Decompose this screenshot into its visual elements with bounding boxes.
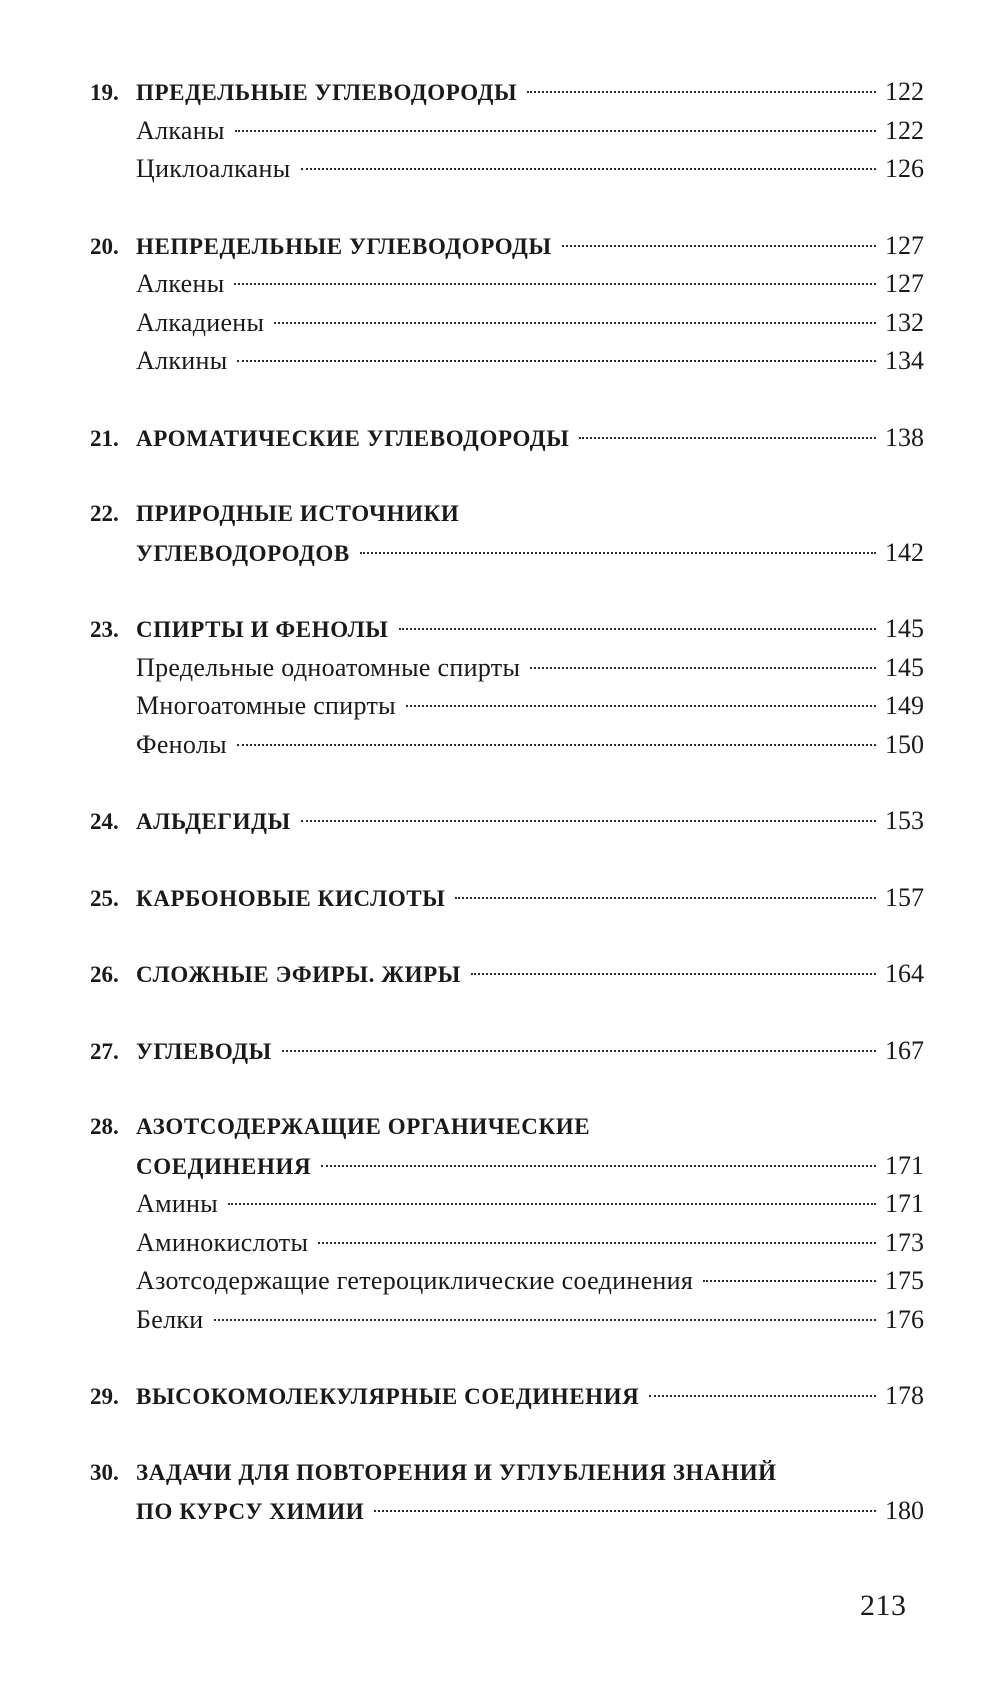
page-number: 213 [860,1589,907,1622]
chapter-heading-line [90,1492,924,1531]
chapter-page: 138 [885,422,924,452]
chapter-page: 122 [885,77,924,106]
chapter-title: ЗАДАЧИ ДЛЯ ПОВТОРЕНИЯ И УГЛУБЛЕНИЯ ЗНАНИЙ [136,1459,777,1485]
chapter-page: 171 [885,1150,924,1180]
dot-leader [703,1280,876,1282]
dot-leader [228,1203,876,1205]
chapter-heading-line [90,227,924,266]
toc-subsection [90,265,924,304]
toc-chapter [90,879,924,918]
chapter-heading-line [90,534,924,573]
toc-subsection [90,687,924,726]
dot-leader [318,1242,876,1244]
chapter-heading-line [90,610,924,649]
chapter-page: 142 [885,537,924,567]
dot-leader [301,820,876,822]
chapter-page: 145 [885,614,924,643]
chapter-number: 27. [90,1038,119,1064]
chapter-heading-line [90,955,924,994]
subsection-title: Азотсодержащие гетероциклические соединения [136,1266,694,1295]
chapter-page: 167 [885,1035,924,1065]
chapter-title: АРОМАТИЧЕСКИЕ УГЛЕВОДОРОДЫ [136,425,570,451]
toc-chapter [90,1108,924,1339]
dot-leader [237,360,876,362]
subsection-title: Алкины [136,346,228,375]
chapter-number: 25. [90,885,119,911]
dot-leader [455,897,876,899]
dot-leader [234,283,876,285]
dot-leader [471,973,876,975]
chapter-number: 30. [90,1459,119,1485]
chapter-page: 178 [885,1381,924,1410]
toc-subsection [90,726,924,765]
subsection-page: 173 [885,1227,924,1257]
dot-leader [301,168,876,170]
chapter-page: 157 [885,882,924,912]
subsection-page: 176 [885,1304,924,1334]
dot-leader [321,1165,876,1167]
toc-chapter [90,610,924,764]
chapter-heading-line [90,419,924,458]
toc-chapter [90,227,924,381]
toc-chapter [90,419,924,458]
subsection-page: 127 [885,269,924,298]
table-of-contents [90,73,924,1569]
chapter-heading-line [90,495,924,534]
toc-subsection [90,342,924,381]
toc-chapter [90,495,924,572]
chapter-heading-line [90,73,924,112]
chapter-number: 29. [90,1384,119,1409]
chapter-number: 20. [90,233,119,259]
chapter-title: АЗОТСОДЕРЖАЩИЕ ОРГАНИЧЕСКИЕ [136,1114,591,1139]
subsection-title: Предельные одноатомные спирты [136,652,521,682]
subsection-page: 134 [885,346,924,375]
dot-leader [214,1319,877,1321]
chapter-heading-line [90,879,924,918]
chapter-title: АЛЬДЕГИДЫ [136,809,291,834]
toc-subsection [90,112,924,151]
chapter-number: 19. [90,80,119,105]
toc-subsection [90,150,924,189]
chapter-number: 22. [90,501,119,526]
toc-subsection [90,649,924,688]
subsection-title: Циклоалканы [136,154,291,183]
subsection-title: Аминокислоты [136,1227,309,1257]
dot-leader [649,1395,876,1397]
chapter-title: СЛОЖНЫЕ ЭФИРЫ. ЖИРЫ [136,962,461,987]
chapter-heading-line [90,1377,924,1416]
dot-leader [399,628,877,630]
chapter-heading-line [90,1108,924,1147]
subsection-title: Белки [136,1304,204,1334]
chapter-title: ПО КУРСУ ХИМИИ [136,1499,365,1524]
chapter-number: 23. [90,617,119,642]
dot-leader [530,667,876,669]
chapter-title: КАРБОНОВЫЕ КИСЛОТЫ [136,885,446,911]
subsection-page: 175 [885,1266,924,1295]
chapter-heading-line [90,1032,924,1071]
dot-leader [274,322,876,324]
chapter-number: 28. [90,1114,119,1139]
subsection-title: Многоатомные спирты [136,691,396,720]
toc-subsection [90,1224,924,1263]
chapter-title: ВЫСОКОМОЛЕКУЛЯРНЫЕ СОЕДИНЕНИЯ [136,1384,640,1409]
subsection-title: Алкадиены [136,307,265,337]
toc-subsection [90,1301,924,1340]
subsection-page: 150 [885,729,924,759]
subsection-page: 145 [885,652,924,682]
chapter-number: 21. [90,425,119,451]
toc-chapter [90,802,924,841]
dot-leader [579,437,876,439]
subsection-page: 171 [885,1189,924,1218]
subsection-page: 149 [885,691,924,720]
subsection-title: Алкены [136,269,225,298]
chapter-title: ПРЕДЕЛЬНЫЕ УГЛЕВОДОРОДЫ [136,80,518,105]
subsection-page: 126 [885,154,924,183]
toc-subsection [90,304,924,343]
subsection-page: 122 [885,115,924,145]
dot-leader [235,130,876,132]
dot-leader [282,1050,876,1052]
chapter-number: 24. [90,809,119,834]
toc-chapter [90,1377,924,1416]
chapter-page: 153 [885,806,924,835]
dot-leader [406,705,876,707]
dot-leader [562,245,876,247]
chapter-title: СОЕДИНЕНИЯ [136,1153,312,1179]
toc-subsection [90,1262,924,1301]
chapter-title: НЕПРЕДЕЛЬНЫЕ УГЛЕВОДОРОДЫ [136,233,552,259]
subsection-page: 132 [885,307,924,337]
dot-leader [374,1510,876,1512]
dot-leader [360,552,876,554]
subsection-title: Фенолы [136,729,227,759]
chapter-title: СПИРТЫ И ФЕНОЛЫ [136,617,389,642]
chapter-title: УГЛЕВОДЫ [136,1038,272,1064]
chapter-page: 164 [885,959,924,988]
toc-chapter [90,73,924,189]
toc-subsection [90,1185,924,1224]
chapter-title: УГЛЕВОДОРОДОВ [136,540,350,566]
chapter-page: 180 [885,1496,924,1525]
dot-leader [237,744,876,746]
dot-leader [527,91,876,93]
chapter-heading-line [90,1147,924,1186]
chapter-page: 127 [885,230,924,260]
chapter-heading-line [90,1454,924,1493]
toc-chapter [90,1032,924,1071]
chapter-heading-line [90,802,924,841]
chapter-title: ПРИРОДНЫЕ ИСТОЧНИКИ [136,501,460,526]
subsection-title: Алканы [136,115,225,145]
toc-chapter [90,1454,924,1531]
subsection-title: Амины [136,1189,219,1218]
chapter-number: 26. [90,962,119,987]
toc-chapter [90,955,924,994]
